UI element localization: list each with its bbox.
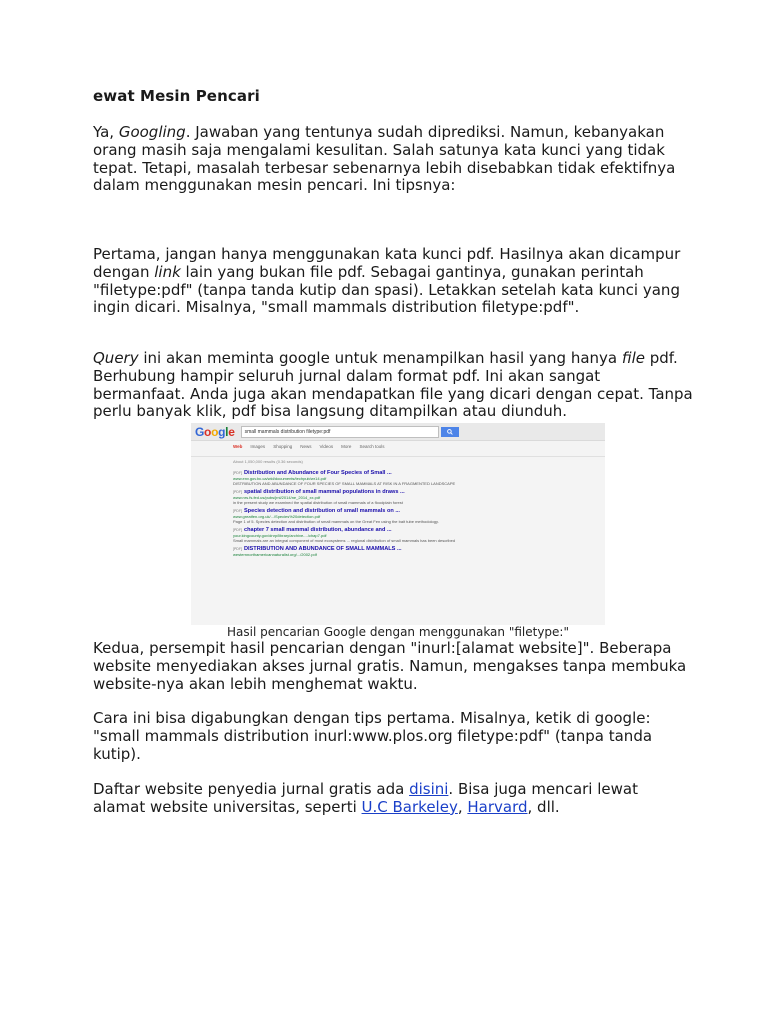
google-logo: Google [195,424,235,439]
text: . Jawaban yang tentunya sudah diprediksi. Namun, kebanyakan orang masih saja mengalami kesulitan. Salah satunya kata kunci yang tidak tepat. Tetapi, masalah terbesar sebenarnya lebih disebabkan tidak efektifnya dalam menggunakan mesin pencari. Ini tipsnya: [93,123,676,195]
result-title: spatial distribution of small mammal populations in draws ... [243,489,405,495]
search-result [191,470,605,486]
paragraph-journal-sites [93,781,693,817]
text-italic: Googling [118,123,186,141]
paragraph-query [93,350,693,421]
result-snippet: in the present study we examined the spatial distribution of small mammals of a floodplain forest [233,500,403,505]
tab-shopping: Shopping [273,444,293,449]
text: Ya, [93,123,119,141]
search-result [191,546,605,557]
pdf-tag: [PDF] [233,471,242,475]
result-snippet: Page 1 of 5. Species detection and distribution of small mammals on the Great Fen using the bait tube methodology. [233,519,439,524]
result-snippet: DISTRIBUTION AND ABUNDANCE OF FOUR SPECIES OF SMALL MAMMALS AT RISK IN A FRAGMENTED LANDSCAPE [233,481,456,486]
pdf-tag: [PDF] [233,528,242,532]
result-url: westernnorthamericannaturalist.org/.../2002.pdf [233,552,317,557]
text: . Bisa juga mencari lewat alamat website universitas, seperti [93,780,638,816]
search-result [191,527,605,543]
text-italic: Query [93,349,139,367]
text: , [457,797,468,816]
google-search-bar [191,423,605,441]
pdf-tag: [PDF] [233,547,242,551]
text: lain yang bukan file pdf. Sebagai gantinya, gunakan perintah "filetype:pdf" (tanpa tanda kutip dan spasi). Letakkan setelah kata kunci yang ingin dicari. Misalnya, "small mammals distribution filetype:pdf". [93,262,680,317]
pdf-tag: [PDF] [233,509,242,513]
result-title: chapter 7 small mammal distribution, abundance and ... [243,527,392,533]
text-italic: file [621,349,645,367]
paragraph-tip-1 [93,246,693,317]
tab-more: More [341,444,352,449]
text: , dll. [527,797,560,816]
paragraph-intro [93,124,693,195]
tab-search-tools: Search tools [359,444,385,449]
tab-images: Images [250,444,266,449]
text: Daftar website penyedia jurnal gratis ada [93,780,410,798]
result-url: www.greatfen.org.uk/.../Species%20detection.pdf [233,514,321,519]
result-snippet: Small mammals are an integral component of most ecosystems ... regional distribution of small mammals has been described [233,538,456,543]
text: Pertama, jangan hanya menggunakan kata kunci pdf. Hasilnya akan dicampur dengan [93,245,681,281]
link-disini[interactable]: disini [409,780,449,798]
google-tabs [191,441,605,457]
search-icon [441,427,459,437]
result-title: Distribution and Abundance of Four Species of Small ... [243,470,392,476]
result-title: Species detection and distribution of small mammals on ... [243,508,400,514]
tab-web: Web [233,444,243,449]
result-url: www.env.gov.bc.ca/wld/documents/techpub/wr14.pdf [233,476,327,481]
tab-videos: Videos [319,444,334,449]
section-heading: ewat Mesin Pencari [93,87,260,105]
link-uc-berkeley[interactable]: U.C Barkeley [361,797,458,816]
result-url: www.nrs.fs.fed.us/pubs/jrnl/2014/ne_2014_xx.pdf [233,495,321,500]
search-result [191,489,605,505]
paragraph-combine: Cara ini bisa digabungkan dengan tips pertama. Misalnya, ketik di google: "small mammals distribution inurl:www.plos.org filetype:pdf" (tanpa tanda kutip). [93,709,653,763]
image-caption: Hasil pencarian Google dengan menggunakan "filetype:" [227,625,569,639]
google-results-screenshot [191,423,605,625]
google-search-input: small mammals distribution filetype:pdf [241,426,439,438]
paragraph-tip-2: Kedua, persempit hasil pencarian dengan "inurl:[alamat website]". Beberapa website menyediakan akses jurnal gratis. Namun, mengakses tanpa membuka website-nya akan lebih menghemat waktu. [93,639,687,693]
search-result [191,508,605,524]
tab-news: News [300,444,312,449]
text: pdf. Berhubung hampir seluruh jurnal dalam format pdf. Ini akan sangat bermanfaat. Anda juga akan mendapatkan file yang dicari dengan cepat. Tanpa perlu banyak klik, pdf bisa langsung ditampilkan atau diunduh. [93,349,693,421]
text: ini akan meminta google untuk menampilkan hasil yang hanya [138,349,622,367]
link-harvard[interactable]: Harvard [467,797,528,816]
result-url: your.kingcounty.gov/dnrp/library/archive-.../chap7.pdf [233,533,327,538]
text-italic: link [154,262,181,281]
result-stats: About 1,050,000 results (0.36 seconds) [233,459,303,464]
result-title: DISTRIBUTION AND ABUNDANCE OF SMALL MAMMALS ... [243,546,402,552]
pdf-tag: [PDF] [233,490,242,494]
